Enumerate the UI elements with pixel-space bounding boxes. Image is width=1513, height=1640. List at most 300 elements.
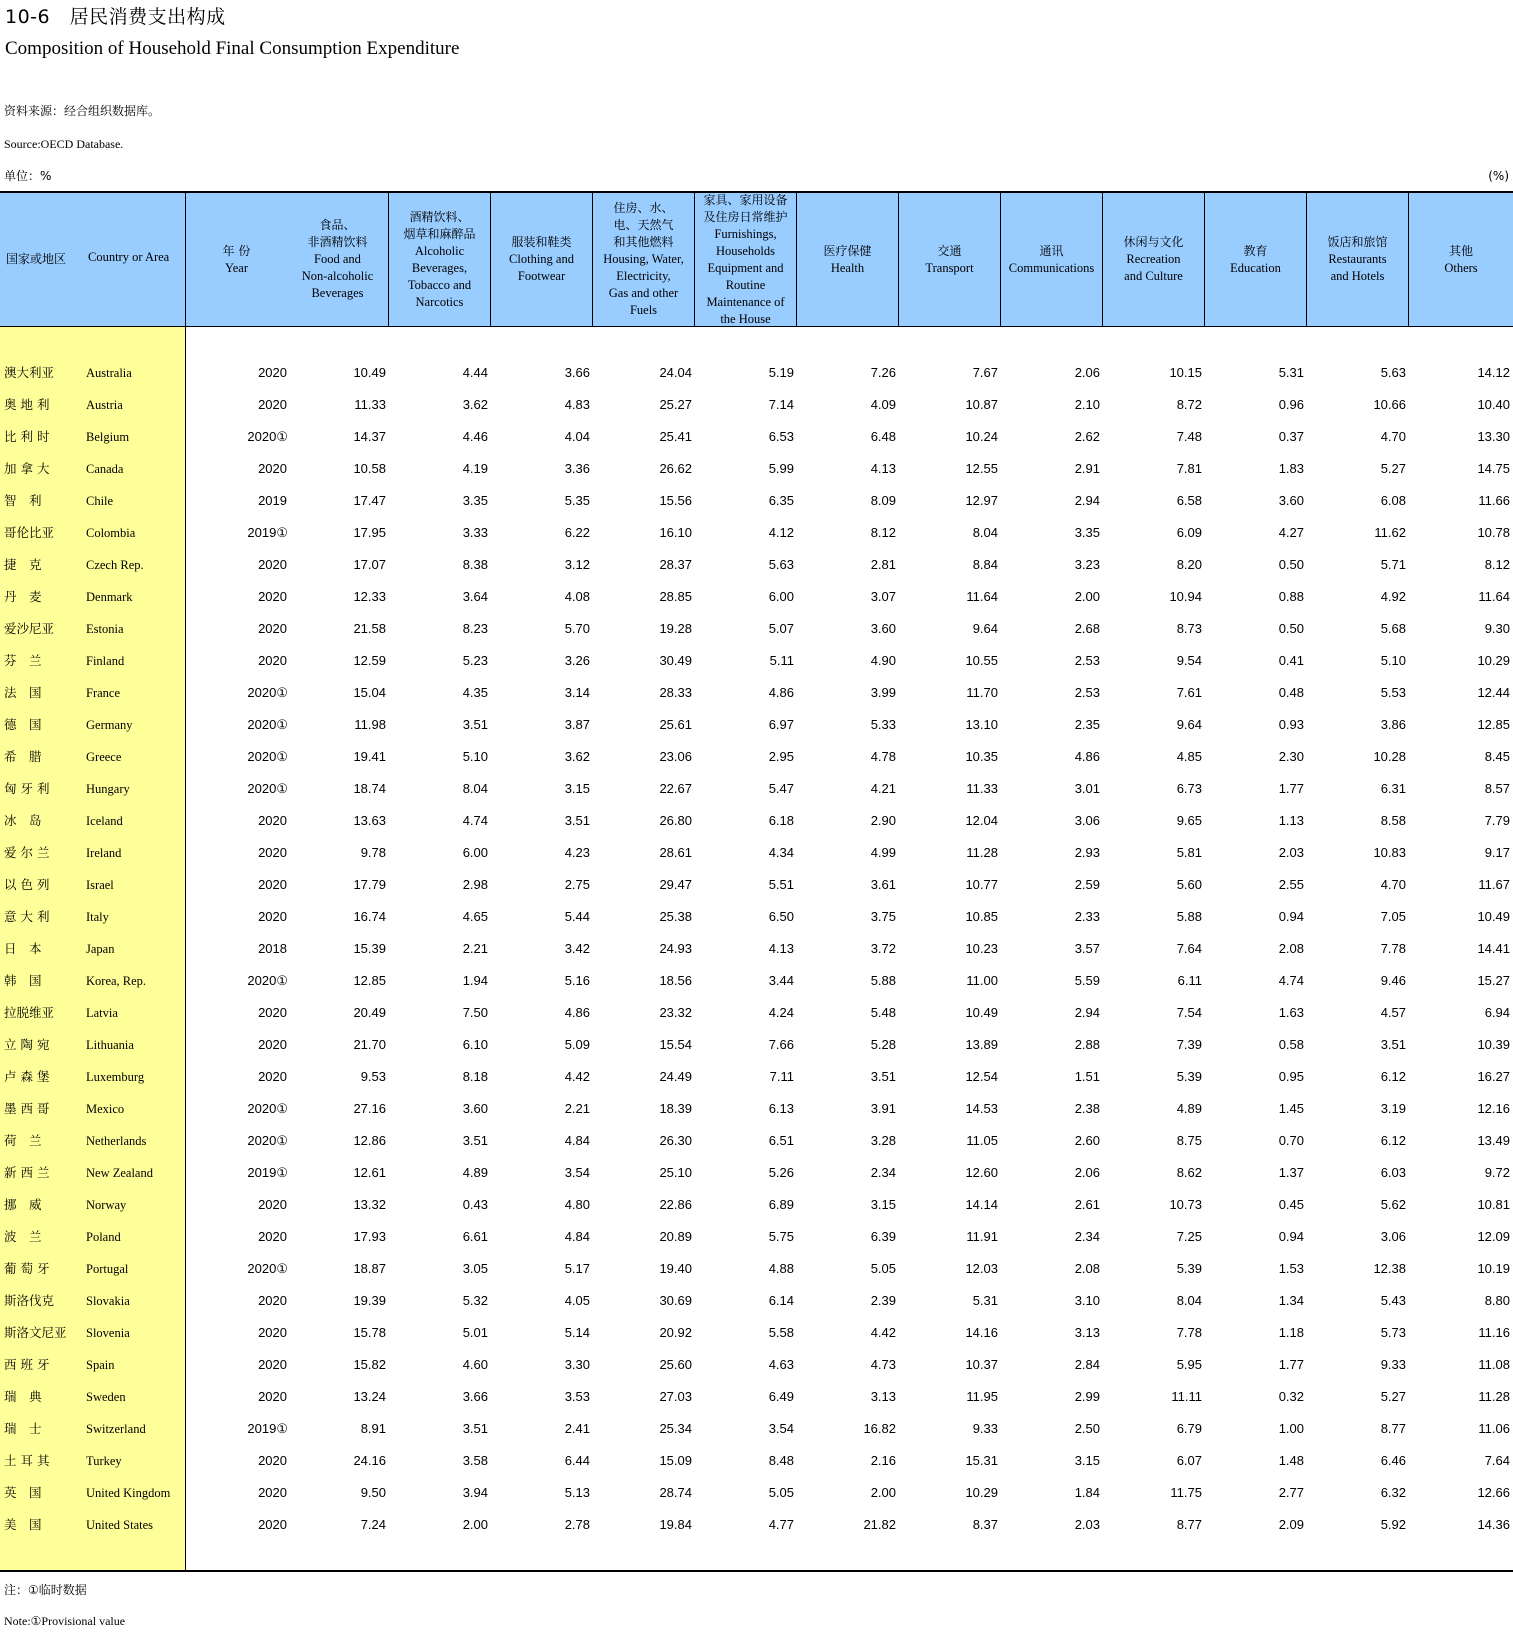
country-name-cn: 德 国 xyxy=(4,717,42,732)
cell-col-1: 21.58 xyxy=(353,621,386,636)
cell-col-8: 3.10 xyxy=(1074,1293,1100,1308)
country-name-cn: 土 耳 其 xyxy=(4,1453,50,1468)
country-name-cn: 奥 地 利 xyxy=(4,397,50,412)
country-name-en: Slovenia xyxy=(86,1326,130,1340)
cell-col-0: 2020 xyxy=(258,1069,287,1084)
country-name-cn: 英 国 xyxy=(4,1485,42,1500)
cell-col-4: 28.61 xyxy=(659,845,692,860)
cell-col-3: 5.14 xyxy=(564,1325,590,1340)
cell-col-3: 6.22 xyxy=(564,525,590,540)
cell-col-7: 11.28 xyxy=(966,845,998,860)
cell-col-11: 5.27 xyxy=(1380,1389,1406,1404)
cell-col-7: 8.04 xyxy=(972,525,998,540)
cell-col-10: 4.74 xyxy=(1278,973,1304,988)
header-col-8 xyxy=(1001,193,1103,326)
cell-col-5: 6.50 xyxy=(768,909,794,924)
table-row xyxy=(0,1349,1513,1381)
table-row xyxy=(0,1093,1513,1125)
cell-col-11: 5.10 xyxy=(1380,653,1406,668)
cell-col-10: 4.27 xyxy=(1278,525,1304,540)
cell-col-0: 2020 xyxy=(258,1517,287,1532)
cell-col-4: 25.38 xyxy=(659,909,692,924)
cell-col-1: 9.50 xyxy=(360,1485,386,1500)
country-name-en: Estonia xyxy=(86,622,124,636)
cell-col-10: 0.94 xyxy=(1278,1229,1304,1244)
cell-col-4: 22.67 xyxy=(659,781,692,796)
cell-col-2: 4.89 xyxy=(462,1165,488,1180)
cell-col-6: 3.72 xyxy=(870,941,896,956)
cell-col-6: 3.07 xyxy=(870,589,896,604)
country-name-en: Turkey xyxy=(86,1454,122,1468)
cell-col-11: 3.06 xyxy=(1380,1229,1406,1244)
table-row xyxy=(0,485,1513,517)
country-name-cn: 意 大 利 xyxy=(4,909,50,924)
cell-col-0: 2020 xyxy=(258,1325,287,1340)
country-name-en: Lithuania xyxy=(86,1038,134,1052)
cell-col-6: 2.34 xyxy=(870,1165,896,1180)
cell-col-4: 19.28 xyxy=(659,621,692,636)
header-col-4 xyxy=(593,193,695,326)
cell-col-4: 20.92 xyxy=(659,1325,692,1340)
cell-col-3: 5.35 xyxy=(564,493,590,508)
cell-col-11: 5.27 xyxy=(1380,461,1406,476)
cell-col-12: 14.12 xyxy=(1477,365,1510,380)
cell-col-7: 5.31 xyxy=(972,1293,998,1308)
cell-col-4: 28.37 xyxy=(659,557,692,572)
cell-col-11: 4.70 xyxy=(1380,877,1406,892)
cell-col-0: 2020 xyxy=(258,1389,287,1404)
cell-col-8: 2.61 xyxy=(1074,1197,1100,1212)
cell-col-6: 3.99 xyxy=(870,685,896,700)
cell-col-2: 4.44 xyxy=(462,365,488,380)
cell-col-12: 14.41 xyxy=(1477,941,1510,956)
cell-col-1: 17.95 xyxy=(353,525,386,540)
cell-col-12: 12.66 xyxy=(1477,1485,1510,1500)
cell-col-11: 12.38 xyxy=(1373,1261,1406,1276)
header-col-9 xyxy=(1103,193,1205,326)
cell-col-8: 2.33 xyxy=(1074,909,1100,924)
table-row xyxy=(0,709,1513,741)
cell-col-8: 2.50 xyxy=(1074,1421,1100,1436)
country-name-en: Poland xyxy=(86,1230,121,1244)
cell-col-5: 4.13 xyxy=(768,941,794,956)
table-row xyxy=(0,1061,1513,1093)
cell-col-0: 2020 xyxy=(258,909,287,924)
cell-col-2: 3.35 xyxy=(462,493,488,508)
cell-col-9: 11.75 xyxy=(1170,1485,1202,1500)
table-row xyxy=(0,357,1513,389)
header-col-6-cn: 医疗保健 xyxy=(823,243,872,258)
cell-col-0: 2020 xyxy=(258,1229,287,1244)
cell-col-9: 7.54 xyxy=(1176,1005,1202,1020)
cell-col-3: 3.54 xyxy=(564,1165,590,1180)
cell-col-12: 14.75 xyxy=(1477,461,1510,476)
unit-label: 单位：% xyxy=(4,169,52,183)
cell-col-4: 20.89 xyxy=(659,1229,692,1244)
cell-col-4: 30.69 xyxy=(659,1293,692,1308)
cell-col-2: 5.23 xyxy=(462,653,488,668)
cell-col-6: 4.21 xyxy=(870,781,896,796)
cell-col-4: 19.40 xyxy=(659,1261,692,1276)
cell-col-6: 4.90 xyxy=(870,653,896,668)
cell-col-7: 12.03 xyxy=(965,1261,998,1276)
cell-col-12: 10.49 xyxy=(1477,909,1510,924)
cell-col-3: 4.83 xyxy=(564,397,590,412)
cell-col-8: 1.84 xyxy=(1074,1485,1100,1500)
cell-col-12: 8.45 xyxy=(1484,749,1510,764)
page-title-cn: 10-6 居民消费支出构成 xyxy=(5,6,226,28)
cell-col-8: 2.88 xyxy=(1074,1037,1100,1052)
cell-col-9: 7.64 xyxy=(1176,941,1202,956)
header-col-3-en: Clothing and Footwear xyxy=(509,252,574,283)
cell-col-7: 8.84 xyxy=(972,557,998,572)
cell-col-2: 4.19 xyxy=(462,461,488,476)
country-name-en: Spain xyxy=(86,1358,115,1372)
cell-col-5: 5.26 xyxy=(768,1165,794,1180)
cell-col-0: 2020 xyxy=(258,365,287,380)
country-name-cn: 卢 森 堡 xyxy=(4,1069,50,1084)
cell-col-5: 7.11 xyxy=(769,1069,794,1084)
country-name-cn: 斯洛伐克 xyxy=(4,1293,55,1308)
cell-col-10: 0.70 xyxy=(1278,1133,1304,1148)
cell-col-10: 3.60 xyxy=(1278,493,1304,508)
header-col-1-en: Food and Non-alcoholic Beverages xyxy=(301,252,374,300)
cell-col-10: 0.96 xyxy=(1278,397,1304,412)
cell-col-4: 18.39 xyxy=(659,1101,692,1116)
cell-col-0: 2020 xyxy=(258,845,287,860)
cell-col-10: 2.08 xyxy=(1278,941,1304,956)
cell-col-6: 4.99 xyxy=(870,845,896,860)
cell-col-3: 4.42 xyxy=(564,1069,590,1084)
cell-col-7: 8.37 xyxy=(972,1517,998,1532)
cell-col-9: 5.60 xyxy=(1176,877,1202,892)
cell-col-0: 2020① xyxy=(247,781,288,796)
cell-col-10: 0.58 xyxy=(1278,1037,1304,1052)
cell-col-0: 2020 xyxy=(258,653,287,668)
cell-col-3: 2.41 xyxy=(564,1421,590,1436)
cell-col-0: 2020 xyxy=(258,1037,287,1052)
cell-col-11: 6.32 xyxy=(1380,1485,1406,1500)
country-name-en: Colombia xyxy=(86,526,136,540)
cell-col-2: 8.23 xyxy=(462,621,488,636)
cell-col-3: 5.70 xyxy=(564,621,590,636)
cell-col-12: 13.30 xyxy=(1477,429,1510,444)
cell-col-1: 13.24 xyxy=(353,1389,386,1404)
cell-col-2: 2.21 xyxy=(462,941,488,956)
cell-col-3: 2.78 xyxy=(564,1517,590,1532)
table-row xyxy=(0,613,1513,645)
cell-col-12: 12.85 xyxy=(1477,717,1510,732)
cell-col-10: 0.32 xyxy=(1278,1389,1304,1404)
table-row xyxy=(0,1317,1513,1349)
cell-col-1: 10.49 xyxy=(353,365,386,380)
cell-col-7: 10.87 xyxy=(965,397,998,412)
cell-col-5: 6.49 xyxy=(768,1389,794,1404)
country-name-en: Canada xyxy=(86,462,124,476)
cell-col-1: 18.87 xyxy=(353,1261,386,1276)
cell-col-4: 24.93 xyxy=(659,941,692,956)
cell-col-7: 11.00 xyxy=(966,973,998,988)
cell-col-2: 3.51 xyxy=(462,717,488,732)
cell-col-5: 5.63 xyxy=(768,557,794,572)
country-name-en: Slovakia xyxy=(86,1294,130,1308)
cell-col-12: 11.66 xyxy=(1478,493,1510,508)
cell-col-9: 10.73 xyxy=(1169,1197,1202,1212)
cell-col-10: 1.18 xyxy=(1278,1325,1304,1340)
cell-col-2: 5.32 xyxy=(462,1293,488,1308)
cell-col-7: 10.24 xyxy=(965,429,998,444)
cell-col-9: 6.73 xyxy=(1176,781,1202,796)
cell-col-0: 2020 xyxy=(258,557,287,572)
cell-col-9: 6.58 xyxy=(1176,493,1202,508)
cell-col-12: 16.27 xyxy=(1477,1069,1510,1084)
cell-col-7: 12.04 xyxy=(965,813,998,828)
country-name-en: Chile xyxy=(86,494,114,508)
cell-col-1: 14.37 xyxy=(353,429,386,444)
cell-col-2: 7.50 xyxy=(462,1005,488,1020)
cell-col-11: 5.68 xyxy=(1380,621,1406,636)
header-col-2-cn: 酒精饮料、 烟草和麻醉品 xyxy=(403,209,476,241)
cell-col-9: 9.65 xyxy=(1176,813,1202,828)
country-name-en: United States xyxy=(86,1518,154,1532)
header-col-9-cn: 休闲与文化 xyxy=(1123,235,1184,249)
cell-col-3: 3.26 xyxy=(564,653,590,668)
cell-col-2: 6.61 xyxy=(462,1229,488,1244)
header-col-12-cn: 其他 xyxy=(1448,243,1473,258)
cell-col-8: 3.06 xyxy=(1074,813,1100,828)
cell-col-9: 5.81 xyxy=(1176,845,1202,860)
cell-col-1: 8.91 xyxy=(360,1421,386,1436)
cell-col-2: 4.35 xyxy=(462,685,488,700)
cell-col-2: 8.38 xyxy=(462,557,488,572)
cell-col-8: 3.01 xyxy=(1074,781,1100,796)
cell-col-1: 19.39 xyxy=(353,1293,386,1308)
cell-col-0: 2020 xyxy=(258,1197,287,1212)
cell-col-4: 23.32 xyxy=(659,1005,692,1020)
country-name-cn: 捷 克 xyxy=(4,557,42,572)
cell-col-8: 2.06 xyxy=(1074,1165,1100,1180)
note-en: Note:①Provisional value xyxy=(4,1614,126,1628)
cell-col-6: 3.61 xyxy=(870,877,896,892)
cell-col-9: 8.62 xyxy=(1176,1165,1202,1180)
cell-col-6: 3.13 xyxy=(870,1389,896,1404)
header-col-6-en: Health xyxy=(830,260,865,275)
cell-col-0: 2020 xyxy=(258,1005,287,1020)
cell-col-12: 10.19 xyxy=(1477,1261,1510,1276)
cell-col-4: 25.41 xyxy=(659,429,692,444)
country-name-en: Norway xyxy=(86,1198,127,1212)
cell-col-9: 7.25 xyxy=(1176,1229,1202,1244)
country-name-cn: 法 国 xyxy=(4,685,42,700)
cell-col-2: 2.98 xyxy=(462,877,488,892)
cell-col-0: 2020 xyxy=(258,813,287,828)
cell-col-12: 8.80 xyxy=(1484,1293,1510,1308)
cell-col-7: 10.49 xyxy=(965,1005,998,1020)
cell-col-5: 6.89 xyxy=(768,1197,794,1212)
header-col-0 xyxy=(186,193,288,326)
cell-col-5: 5.07 xyxy=(768,621,794,636)
source-cn: 资料来源：经合组织数据库。 xyxy=(4,104,161,118)
cell-col-7: 9.33 xyxy=(972,1421,998,1436)
cell-col-5: 4.88 xyxy=(768,1261,794,1276)
cell-col-3: 5.09 xyxy=(564,1037,590,1052)
cell-col-2: 4.46 xyxy=(462,429,488,444)
cell-col-2: 3.66 xyxy=(462,1389,488,1404)
table-row xyxy=(0,581,1513,613)
cell-col-1: 15.04 xyxy=(353,685,386,700)
country-name-en: Netherlands xyxy=(86,1134,147,1148)
cell-col-7: 14.16 xyxy=(965,1325,998,1340)
header-col-4-en: Housing, Water, Electricity, Gas and other Fuels xyxy=(603,252,684,317)
cell-col-1: 15.78 xyxy=(353,1325,386,1340)
cell-col-4: 28.33 xyxy=(659,685,692,700)
cell-col-11: 5.53 xyxy=(1380,685,1406,700)
cell-col-0: 2020① xyxy=(247,1133,288,1148)
cell-col-4: 16.10 xyxy=(659,525,692,540)
country-name-cn: 韩 国 xyxy=(4,973,42,988)
header-col-6 xyxy=(797,193,899,326)
header-country-cn: 国家或地区 xyxy=(6,252,67,266)
cell-col-1: 21.70 xyxy=(353,1037,386,1052)
cell-col-2: 6.10 xyxy=(462,1037,488,1052)
cell-col-3: 3.36 xyxy=(564,461,590,476)
cell-col-6: 4.42 xyxy=(870,1325,896,1340)
cell-col-12: 12.44 xyxy=(1477,685,1510,700)
cell-col-8: 2.08 xyxy=(1074,1261,1100,1276)
cell-col-5: 3.54 xyxy=(768,1421,794,1436)
cell-col-12: 9.17 xyxy=(1484,845,1510,860)
cell-col-3: 5.13 xyxy=(564,1485,590,1500)
cell-col-6: 7.26 xyxy=(870,365,896,380)
cell-col-4: 22.86 xyxy=(659,1197,692,1212)
cell-col-7: 12.54 xyxy=(965,1069,998,1084)
cell-col-10: 0.37 xyxy=(1278,429,1304,444)
cell-col-1: 17.79 xyxy=(353,877,386,892)
cell-col-11: 10.28 xyxy=(1373,749,1406,764)
cell-col-7: 10.23 xyxy=(965,941,998,956)
cell-col-3: 5.17 xyxy=(564,1261,590,1276)
cell-col-5: 6.18 xyxy=(768,813,794,828)
cell-col-7: 7.67 xyxy=(972,365,998,380)
cell-col-6: 4.78 xyxy=(870,749,896,764)
header-col-8-en: Communications xyxy=(1008,260,1095,275)
cell-col-9: 8.72 xyxy=(1176,397,1202,412)
country-name-cn: 拉脱维亚 xyxy=(4,1005,55,1020)
cell-col-4: 24.49 xyxy=(659,1069,692,1084)
header-col-7-en: Transport xyxy=(925,260,974,275)
cell-col-9: 6.11 xyxy=(1177,973,1202,988)
cell-col-7: 10.55 xyxy=(965,653,998,668)
country-name-en: Austria xyxy=(86,398,123,412)
cell-col-2: 3.58 xyxy=(462,1453,488,1468)
cell-col-6: 5.28 xyxy=(870,1037,896,1052)
cell-col-1: 13.63 xyxy=(353,813,386,828)
country-name-cn: 智 利 xyxy=(4,493,42,508)
cell-col-6: 2.39 xyxy=(870,1293,896,1308)
cell-col-3: 4.05 xyxy=(564,1293,590,1308)
cell-col-1: 12.85 xyxy=(353,973,386,988)
cell-col-5: 6.14 xyxy=(768,1293,794,1308)
header-col-1-cn: 食品、 非酒精饮料 xyxy=(307,218,368,249)
cell-col-0: 2020① xyxy=(247,429,288,444)
cell-col-1: 7.24 xyxy=(360,1517,386,1532)
cell-col-4: 26.62 xyxy=(659,461,692,476)
table-bottom-rule xyxy=(0,1570,1513,1572)
cell-col-8: 2.91 xyxy=(1074,461,1100,476)
cell-col-10: 1.37 xyxy=(1278,1165,1304,1180)
cell-col-5: 6.00 xyxy=(768,589,794,604)
header-col-0-cn: 年 份 xyxy=(222,243,251,258)
cell-col-2: 3.51 xyxy=(462,1421,488,1436)
cell-col-0: 2020 xyxy=(258,1357,287,1372)
country-name-en: Israel xyxy=(86,878,114,892)
cell-col-9: 6.07 xyxy=(1176,1453,1202,1468)
header-col-5-en: Furnishings, Households Equipment and Routine Maintenance of the House xyxy=(706,226,785,326)
cell-col-2: 3.33 xyxy=(462,525,488,540)
cell-col-2: 5.10 xyxy=(462,749,488,764)
cell-col-8: 2.53 xyxy=(1074,653,1100,668)
source-en: Source:OECD Database. xyxy=(4,137,124,151)
cell-col-8: 3.23 xyxy=(1074,557,1100,572)
cell-col-0: 2020 xyxy=(258,1453,287,1468)
cell-col-3: 3.87 xyxy=(564,717,590,732)
cell-col-1: 16.74 xyxy=(353,909,386,924)
table-row xyxy=(0,453,1513,485)
cell-col-8: 2.00 xyxy=(1074,589,1100,604)
cell-col-0: 2020 xyxy=(258,621,287,636)
cell-col-6: 8.09 xyxy=(870,493,896,508)
cell-col-1: 11.33 xyxy=(354,397,386,412)
cell-col-0: 2020 xyxy=(258,397,287,412)
table-row xyxy=(0,1509,1513,1541)
cell-col-10: 2.55 xyxy=(1278,877,1304,892)
cell-col-2: 5.01 xyxy=(462,1325,488,1340)
table-row xyxy=(0,645,1513,677)
cell-col-3: 4.23 xyxy=(564,845,590,860)
cell-col-6: 2.81 xyxy=(870,557,896,572)
cell-col-5: 6.97 xyxy=(768,717,794,732)
table-row xyxy=(0,837,1513,869)
cell-col-9: 5.39 xyxy=(1176,1069,1202,1084)
cell-col-9: 5.95 xyxy=(1176,1357,1202,1372)
country-name-en: Japan xyxy=(86,942,115,956)
cell-col-6: 2.16 xyxy=(870,1453,896,1468)
country-name-en: Belgium xyxy=(86,430,130,444)
country-name-cn: 新 西 兰 xyxy=(4,1165,50,1180)
cell-col-12: 9.72 xyxy=(1484,1165,1510,1180)
cell-col-0: 2019① xyxy=(247,1165,288,1180)
cell-col-7: 13.89 xyxy=(965,1037,998,1052)
cell-col-0: 2020① xyxy=(247,749,288,764)
cell-col-0: 2019① xyxy=(247,525,288,540)
cell-col-4: 23.06 xyxy=(659,749,692,764)
cell-col-10: 2.09 xyxy=(1278,1517,1304,1532)
country-name-en: Australia xyxy=(86,366,132,380)
header-col-5-cn: 家具、家用设备 及住房日常维护 xyxy=(703,192,788,224)
cell-col-11: 5.71 xyxy=(1380,557,1406,572)
cell-col-12: 7.64 xyxy=(1484,1453,1510,1468)
cell-col-6: 2.00 xyxy=(870,1485,896,1500)
cell-col-11: 10.66 xyxy=(1373,397,1406,412)
country-name-en: Italy xyxy=(86,910,109,924)
header-col-10 xyxy=(1205,193,1307,326)
header-col-3-cn: 服装和鞋类 xyxy=(511,235,572,249)
unit-label-right: (%) xyxy=(1488,169,1509,183)
cell-col-6: 21.82 xyxy=(863,1517,896,1532)
country-name-cn: 墨 西 哥 xyxy=(4,1101,50,1116)
cell-col-9: 10.15 xyxy=(1169,365,1202,380)
table-row xyxy=(0,901,1513,933)
